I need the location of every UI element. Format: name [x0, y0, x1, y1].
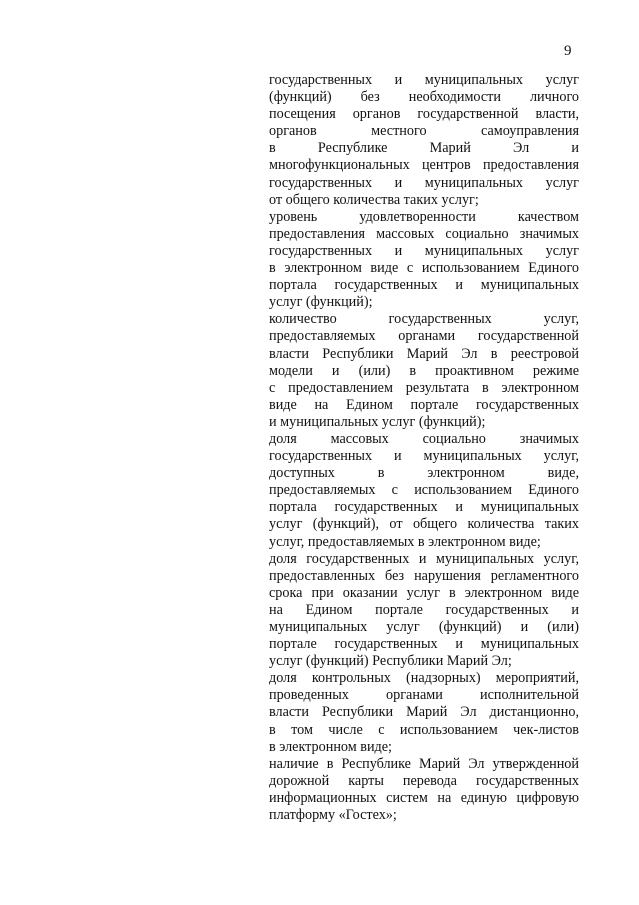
text-line: количество государственных услуг,: [269, 311, 579, 328]
text-line: государственных и муниципальных услуг: [269, 72, 579, 88]
text-line: модели и (или) в проактивном режиме: [269, 362, 579, 379]
text-line: предоставляемых с использованием Единого: [269, 482, 579, 499]
text-line: услуг (функций) Республики Марий Эл;: [269, 653, 512, 670]
text-line: дорожной карты перевода государственных: [269, 772, 579, 789]
document-text-column: [269, 72, 579, 824]
text-line: предоставления массовых социально значимых: [269, 225, 579, 242]
text-line: на Едином портале государственных и: [269, 601, 579, 618]
text-line: власти Республики Марий Эл в реестровой: [269, 345, 579, 362]
text-line: власти Республики Марий Эл дистанционно,: [269, 704, 579, 721]
text-line: проведенных органами исполнительной: [269, 687, 579, 704]
text-line: в том числе с использованием чек-листов: [269, 721, 579, 738]
text-line: уровень удовлетворенности качеством: [269, 208, 579, 225]
text-line: портале государственных и муниципальных: [269, 636, 579, 653]
text-line: доступных в электронном виде,: [269, 465, 579, 482]
text-line: многофункциональных центров предоставления: [269, 157, 579, 174]
text-line: услуг (функций), от общего количества таких: [269, 516, 579, 533]
text-line: посещения органов государственной власти,: [269, 106, 579, 123]
text-line: портала государственных и муниципальных: [269, 499, 579, 516]
text-line: срока при оказании услуг в электронном виде: [269, 584, 579, 601]
text-line: от общего количества таких услуг;: [269, 191, 479, 208]
text-line: предоставляемых органами государственной: [269, 328, 579, 345]
text-line: наличие в Республике Марий Эл утвержденной: [269, 755, 579, 772]
text-line: портала государственных и муниципальных: [269, 277, 579, 294]
text-line: государственных и муниципальных услуг: [269, 242, 579, 259]
text-line: в электронном виде;: [269, 738, 393, 755]
text-line: информационных систем на единую цифровую: [269, 789, 579, 806]
text-line: услуг, предоставляемых в электронном виде;: [269, 533, 541, 550]
text-line: муниципальных услуг (функций) и (или): [269, 619, 579, 635]
text-line: в Республике Марий Эл и: [269, 140, 579, 157]
text-line: доля массовых социально значимых: [269, 430, 579, 447]
text-line: доля государственных и муниципальных услуг,: [269, 550, 579, 567]
text-line: доля контрольных (надзорных) мероприятий,: [269, 670, 579, 687]
text-line: и муниципальных услуг (функций);: [269, 413, 486, 430]
text-line: предоставленных без нарушения регламентного: [269, 567, 579, 584]
text-line: (функций) без необходимости личного: [269, 89, 579, 106]
page-number: 9: [564, 43, 572, 59]
text-line: платформу «Гостех»;: [269, 807, 397, 824]
text-line: в электронном виде с использованием Единого: [269, 260, 579, 277]
text-line: органов местного самоуправления: [269, 123, 579, 140]
text-line: государственных и муниципальных услуг,: [269, 448, 579, 465]
text-line: с предоставлением результата в электронном: [269, 379, 579, 396]
text-line: государственных и муниципальных услуг: [269, 174, 579, 191]
text-line: виде на Едином портале государственных: [269, 396, 579, 413]
text-line: услуг (функций);: [269, 294, 373, 311]
